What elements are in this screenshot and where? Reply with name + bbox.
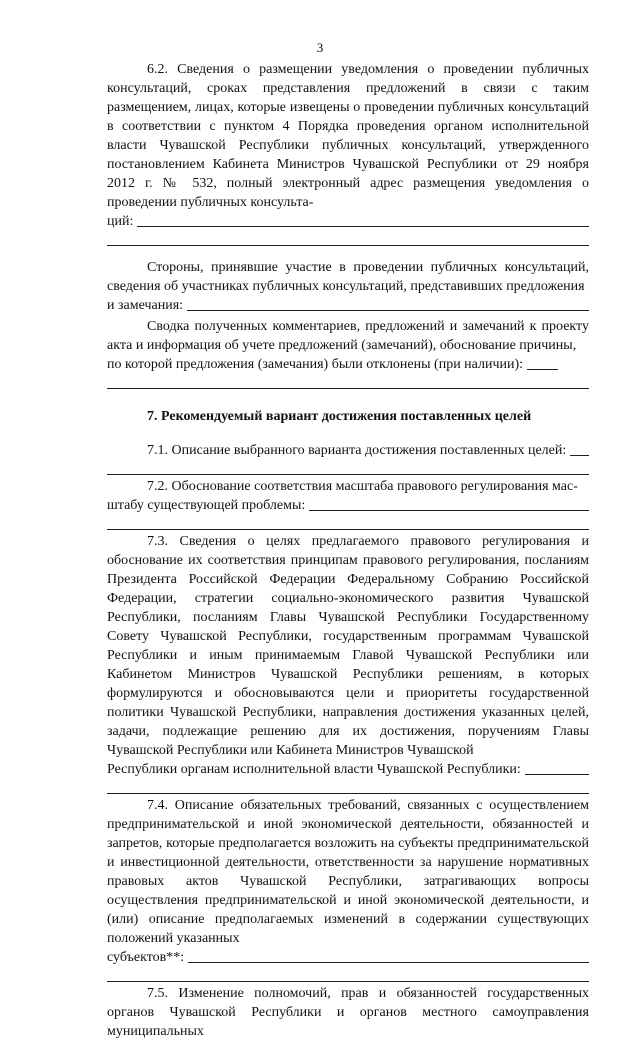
section-7-4-last-line: субъектов**: [107, 950, 185, 965]
section-7-1-text: 7.1. Описание выбранного варианта достижения поставленных целей: [147, 443, 567, 458]
section-7-3-text: 7.3. Сведения о целях предлагаемого правового регулирования и обоснование их соответствия принципам правового регулирования, посланиям Президента Российской Федерации Федеральному Собранию Российской Федерации, стратегии социально-экономического развития Чувашской Республики, посланиям Главы Чувашской Республики Государственному Совету Чувашской Республики, государственным программам Чувашской Республики и иным принимаемым Главой Чувашской Республики или Кабинетом Министров Чувашской Республики решениям, в которых формулируются и обосновываются цели и приоритеты государственной политики Чувашской Республики, направления достижения указанных целей, задачи, подлежащие решению для их достижения, поручениям Главы Чувашской Республики или Кабинета Министров Чувашской [107, 534, 589, 758]
fill-line [570, 454, 589, 456]
parties-text: Стороны, принявшие участие в проведении публичных консультаций, сведения об участниках публичных консультаций, представивших предложения [107, 260, 589, 294]
blank-line [107, 474, 589, 475]
page-number: 3 [316, 40, 324, 55]
fill-line [309, 509, 589, 511]
section-7-1 [107, 441, 589, 460]
blank-line [107, 981, 589, 982]
section-7-5 [107, 984, 589, 1041]
fill-line [527, 368, 558, 370]
section-7-3 [107, 532, 589, 779]
fill-line [525, 773, 589, 775]
blank-line [107, 245, 589, 246]
section-7-heading: 7. Рекомендуемый вариант достижения поставленных целей [147, 409, 532, 424]
document-body [107, 60, 589, 1041]
summary-last-line: по которой предложения (замечания) были отклонены (при наличии): [107, 357, 524, 372]
section-7-5-text: 7.5. Изменение полномочий, прав и обязанностей государственных органов Чувашской Республики и органов местного самоуправления муниципальных [107, 986, 589, 1039]
section-7-4-text: 7.4. Описание обязательных требований, связанных с осуществлением предпринимательской и иной экономической деятельности, обязанностей и запретов, которые предполагается возложить на субъекты предпринимательской и инвестиционной деятельности, ответственности за нарушение нормативных правовых актов Чувашской Республики, затрагивающих вопросы осуществления предпринимательской и иной экономической деятельности, и (или) описание предполагаемых изменений в содержании существующих положений указанных [107, 798, 589, 946]
blank-line [107, 793, 589, 794]
section-6-2-last-line: ций: [107, 214, 134, 229]
blank-line [107, 388, 589, 389]
section-6-2-text: 6.2. Сведения о размещении уведомления о проведении публичных консультаций, сроках представления предложений в связи с таким размещением, лицах, которые извещены о проведении публичных консультаций в соответствии с пунктом 4 Порядка проведения органом исполнительной власти Чувашской Республики публичных консультаций, утвержденного постановлением Кабинета Министров Чувашской Республики от 29 ноября 2012 г. № 532, полный электронный адрес размещения уведомления о проведении публичных консульта- [107, 62, 589, 210]
section-7-3-last-line: Республики органам исполнительной власти Чувашской Республики: [107, 762, 521, 777]
summary-block [107, 317, 589, 374]
parties-block [107, 258, 589, 315]
fill-line [137, 225, 589, 227]
parties-last-line: и замечания: [107, 298, 184, 313]
summary-text: Сводка полученных комментариев, предложений и замечаний к проекту акта и информация об учете предложений (замечаний), обоснование причины, [107, 319, 589, 353]
section-7-4 [107, 796, 589, 967]
section-7-2-text: 7.2. Обоснование соответствия масштаба правового регулирования мас- [147, 479, 578, 494]
section-7-2-last-line: штабу существующей проблемы: [107, 498, 306, 513]
fill-line [187, 309, 589, 311]
blank-line [107, 529, 589, 530]
section-6-2 [107, 60, 589, 231]
section-7-2 [107, 477, 589, 515]
fill-line [188, 961, 589, 963]
